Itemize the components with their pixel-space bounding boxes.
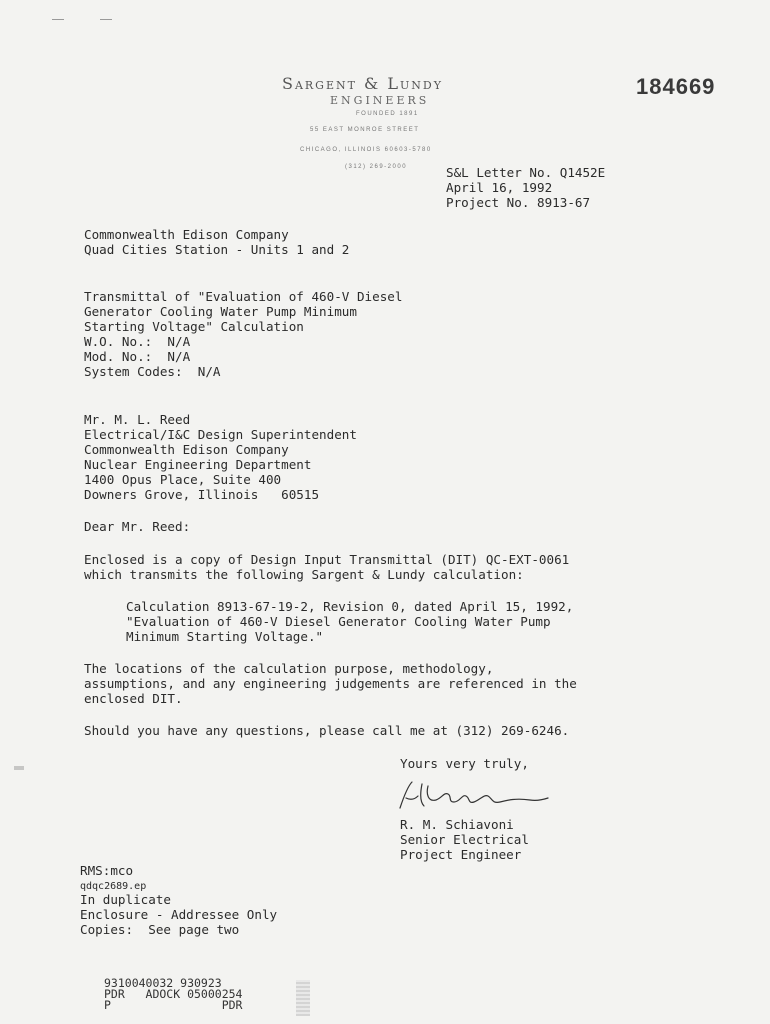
scan-mark (100, 19, 112, 20)
body-paragraph-2-line-2: assumptions, and any engineering judgements are referenced in the (84, 676, 577, 691)
letterhead-phone: (312) 269-2000 (345, 164, 408, 170)
pdr-stamp-line-3: P PDR (104, 998, 243, 1012)
subject-line-3: Starting Voltage" Calculation (84, 319, 304, 334)
enclosure-notation: Enclosure - Addressee Only (80, 907, 278, 922)
letterhead-founded: FOUNDED 1891 (356, 111, 419, 117)
letter-date: April 16, 1992 (446, 180, 553, 195)
body-paragraph-3: Should you have any questions, please call me at (312) 269-6246. (84, 723, 570, 738)
client-station: Quad Cities Station - Units 1 and 2 (84, 242, 350, 257)
signer-title-2: Project Engineer (400, 847, 522, 862)
body-paragraph-1-line-2: which transmits the following Sargent & Lundy calculation: (84, 567, 524, 582)
signature (392, 776, 552, 816)
project-number: Project No. 8913-67 (446, 195, 591, 210)
letterhead-subtitle: ENGINEERS (330, 94, 430, 107)
scan-speck (14, 766, 24, 770)
letter-number: S&L Letter No. Q1452E (446, 165, 606, 180)
calculation-line-2: "Evaluation of 460-V Diesel Generator Cooling Water Pump (126, 614, 551, 629)
calculation-line-3: Minimum Starting Voltage." (126, 629, 324, 644)
letterhead-firm-name: Sargent & Lundy (282, 74, 443, 93)
initials: RMS:mco (80, 863, 134, 878)
addressee-title: Electrical/I&C Design Superintendent (84, 427, 357, 442)
addressee-company: Commonwealth Edison Company (84, 442, 289, 457)
addressee-name: Mr. M. L. Reed (84, 412, 191, 427)
mod-number: Mod. No.: N/A (84, 349, 191, 364)
letterhead-city: CHICAGO, ILLINOIS 60603-5780 (300, 147, 432, 153)
body-paragraph-1-line-1: Enclosed is a copy of Design Input Transmittal (DIT) QC-EXT-0061 (84, 552, 570, 567)
file-name: qdqc2689.ep (80, 881, 147, 892)
body-paragraph-2-line-1: The locations of the calculation purpose, methodology, (84, 661, 494, 676)
addressee-city: Downers Grove, Illinois 60515 (84, 487, 320, 502)
letterhead-street: 55 EAST MONROE STREET (310, 127, 420, 133)
copies-notation: Copies: See page two (80, 922, 240, 937)
salutation: Dear Mr. Reed: (84, 519, 191, 534)
pdr-stamp-line-2: PDR ADOCK 05000254 (104, 987, 243, 1001)
subject-line-1: Transmittal of "Evaluation of 460-V Diesel (84, 289, 403, 304)
document-number: 184669 (636, 74, 716, 99)
scan-mark (52, 19, 64, 20)
subject-line-2: Generator Cooling Water Pump Minimum (84, 304, 357, 319)
scan-smudge (296, 980, 310, 1016)
addressee-department: Nuclear Engineering Department (84, 457, 312, 472)
pdr-stamp-line-1: 9310040032 930923 (104, 976, 222, 990)
body-paragraph-2-line-3: enclosed DIT. (84, 691, 183, 706)
addressee-street: 1400 Opus Place, Suite 400 (84, 472, 282, 487)
duplicate-notation: In duplicate (80, 892, 171, 907)
client-company: Commonwealth Edison Company (84, 227, 289, 242)
calculation-line-1: Calculation 8913-67-19-2, Revision 0, dated April 15, 1992, (126, 599, 574, 614)
valediction: Yours very truly, (400, 756, 529, 771)
system-codes: System Codes: N/A (84, 364, 221, 379)
signer-title-1: Senior Electrical (400, 832, 529, 847)
work-order-number: W.O. No.: N/A (84, 334, 191, 349)
signer-name: R. M. Schiavoni (400, 817, 514, 832)
